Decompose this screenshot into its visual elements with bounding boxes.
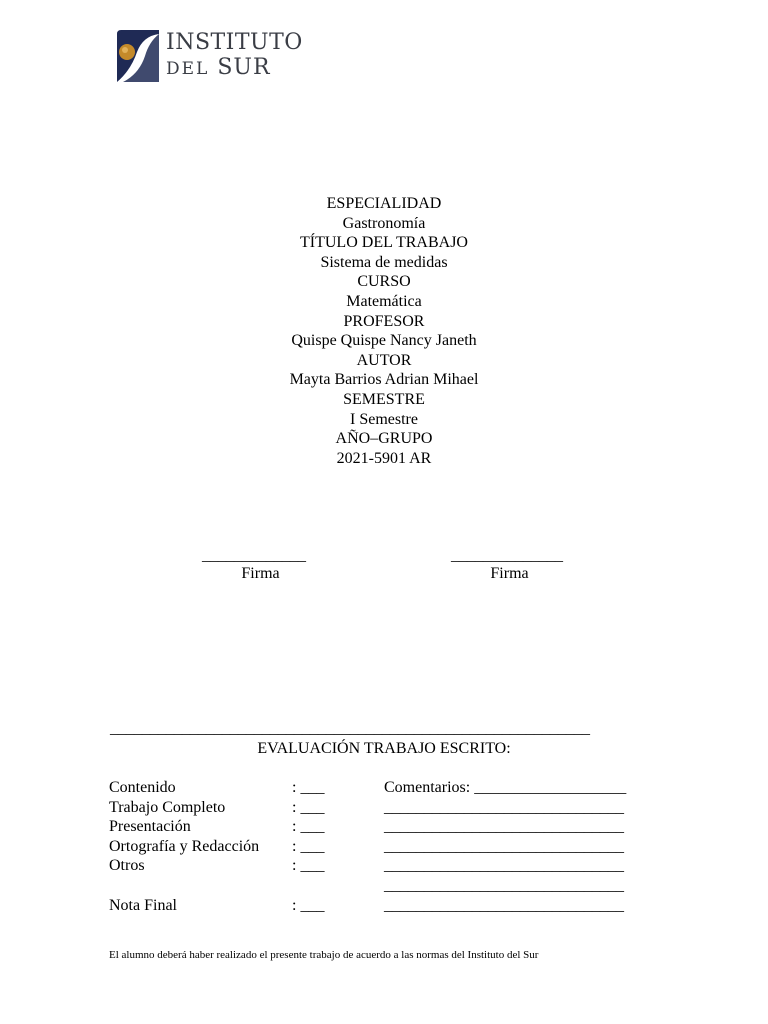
value-curso: Matemática bbox=[346, 292, 422, 310]
eval-row-comment: ______________________________ bbox=[384, 799, 624, 816]
logo-text-del-sur bbox=[166, 55, 271, 80]
value-semestre: I Semestre bbox=[350, 410, 418, 428]
value-autor: Mayta Barrios Adrian Mihael bbox=[289, 371, 479, 389]
eval-row-comment: ______________________________ bbox=[384, 897, 624, 914]
eval-row-score: : ___ bbox=[292, 779, 325, 796]
eval-row-comment: ______________________________ bbox=[384, 838, 624, 855]
label-titulo: TÍTULO DEL TRABAJO bbox=[300, 234, 468, 252]
eval-row-comment: ______________________________ bbox=[384, 877, 624, 894]
signature-label-right: Firma bbox=[490, 565, 529, 582]
eval-row-score: : ___ bbox=[292, 857, 325, 874]
value-especialidad: Gastronomía bbox=[342, 214, 426, 232]
evaluation-title: EVALUACIÓN TRABAJO ESCRITO: bbox=[257, 740, 511, 757]
eval-row-comment: ______________________________ bbox=[384, 857, 624, 874]
label-curso: CURSO bbox=[357, 273, 411, 291]
eval-row-score: : ___ bbox=[292, 818, 325, 835]
eval-row-label: Contenido bbox=[109, 779, 176, 796]
eval-row-comment: Comentarios: ___________________ bbox=[384, 779, 627, 796]
institution-logo bbox=[113, 28, 303, 84]
logo-text-del: DEL bbox=[166, 59, 210, 79]
value-ano-grupo: 2021-5901 AR bbox=[336, 449, 432, 467]
logo-emblem-icon bbox=[113, 28, 161, 84]
eval-row-label: Ortografía y Redacción bbox=[109, 838, 260, 855]
value-titulo: Sistema de medidas bbox=[320, 253, 448, 271]
label-semestre: SEMESTRE bbox=[343, 390, 425, 408]
value-profesor: Quispe Quispe Nancy Janeth bbox=[291, 332, 477, 350]
eval-row-score: : ___ bbox=[292, 799, 325, 816]
evaluation-divider: ____________________________________________________________ bbox=[110, 720, 590, 737]
signature-label-left: Firma bbox=[241, 565, 280, 582]
cover-info bbox=[0, 194, 768, 468]
eval-row-label: Nota Final bbox=[109, 897, 177, 914]
logo-text-instituto: INSTITUTO bbox=[166, 30, 303, 55]
label-profesor: PROFESOR bbox=[343, 312, 425, 330]
footnote: El alumno deberá haber realizado el presente trabajo de acuerdo a las normas del Instituto del Sur bbox=[109, 949, 539, 961]
label-especialidad: ESPECIALIDAD bbox=[326, 195, 442, 212]
eval-row-label: Trabajo Completo bbox=[109, 799, 226, 816]
eval-row-label: Presentación bbox=[109, 818, 191, 835]
logo-text-sur: SUR bbox=[217, 55, 271, 80]
signature-line-right: ______________ bbox=[451, 547, 563, 564]
label-autor: AUTOR bbox=[356, 351, 412, 369]
eval-row-score: : ___ bbox=[292, 897, 325, 914]
eval-row-label: Otros bbox=[109, 857, 145, 874]
signature-line-left: _____________ bbox=[202, 547, 306, 564]
label-ano-grupo: AÑO–GRUPO bbox=[335, 430, 433, 448]
eval-row-comment: ______________________________ bbox=[384, 818, 624, 835]
eval-row-score: : ___ bbox=[292, 838, 325, 855]
